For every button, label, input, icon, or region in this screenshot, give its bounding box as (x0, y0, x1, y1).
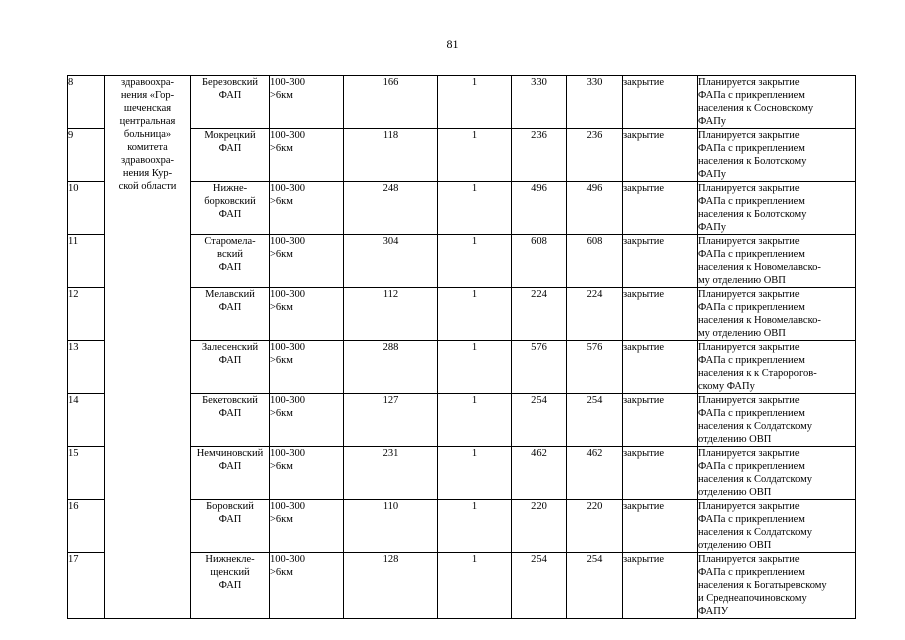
table-row (68, 76, 856, 129)
distance-cell-line: 100-300 (270, 289, 305, 300)
population-cell: 166 (344, 76, 438, 129)
row-number-cell: 9 (68, 129, 105, 182)
distance-cell (270, 288, 344, 341)
value-cell: 236 (567, 129, 623, 182)
note-cell-line: населения к Солдатскому (698, 474, 813, 485)
row-number-cell: 15 (68, 447, 105, 500)
fap-name-cell-line: Мелавский (205, 289, 255, 300)
note-cell (698, 553, 856, 619)
fap-name-cell-line: Бекетовский (202, 395, 258, 406)
note-cell-line: населения к к Старорогов- (698, 368, 817, 379)
value-cell: 254 (567, 394, 623, 447)
fap-name-cell (191, 182, 270, 235)
distance-cell (270, 553, 344, 619)
fap-name-cell-line: Нижнекле- (205, 554, 255, 565)
value-cell: 496 (567, 182, 623, 235)
note-cell-line: ФАПу (698, 169, 727, 180)
organization-cell-line: ской области (118, 181, 177, 192)
distance-cell-line: >6км (270, 196, 293, 207)
note-cell-line: ФАПа с прикреплением (698, 90, 805, 101)
distance-cell (270, 129, 344, 182)
action-cell: закрытие (623, 182, 698, 235)
fap-name-cell-line: борковский (204, 196, 256, 207)
population-cell: 288 (344, 341, 438, 394)
note-cell-line: Планируется закрытие (698, 501, 800, 512)
note-cell-line: Планируется закрытие (698, 342, 800, 353)
row-number-cell: 17 (68, 553, 105, 619)
population-cell: 304 (344, 235, 438, 288)
value-cell: 254 (512, 553, 567, 619)
fap-name-cell-line: вский (217, 249, 243, 260)
organization-cell-line: шеченская (123, 103, 172, 114)
note-cell-line: населения к Солдатскому (698, 527, 813, 538)
unit-count-cell: 1 (438, 235, 512, 288)
action-cell: закрытие (623, 500, 698, 553)
distance-cell (270, 394, 344, 447)
note-cell-line: му отделению ОВП (698, 275, 786, 286)
value-cell: 220 (512, 500, 567, 553)
organization-cell-line: здравоохра- (121, 77, 174, 88)
action-cell: закрытие (623, 76, 698, 129)
unit-count-cell: 1 (438, 182, 512, 235)
value-cell: 224 (567, 288, 623, 341)
fap-name-cell-line: ФАП (218, 302, 242, 313)
note-cell-line: населения к Болотскому (698, 209, 807, 220)
row-number-cell: 10 (68, 182, 105, 235)
note-cell (698, 288, 856, 341)
distance-cell-line: >6км (270, 90, 293, 101)
fap-name-cell-line: щенский (210, 567, 250, 578)
fap-name-cell-line: ФАП (218, 143, 242, 154)
fap-name-cell (191, 76, 270, 129)
fap-name-cell-line: ФАП (218, 209, 242, 220)
note-cell-line: и Среднеапочиновскому (698, 593, 807, 604)
organization-cell-line: здравоохра- (121, 155, 174, 166)
fap-name-cell (191, 129, 270, 182)
note-cell-line: ФАПу (698, 222, 727, 233)
note-cell-line: отделению ОВП (698, 540, 772, 551)
note-cell-line: Планируется закрытие (698, 554, 800, 565)
fap-name-cell (191, 447, 270, 500)
note-cell (698, 394, 856, 447)
fap-name-cell-line: Старомела- (204, 236, 256, 247)
distance-cell-line: 100-300 (270, 183, 305, 194)
fap-name-cell (191, 500, 270, 553)
organization-cell-line: комитета (127, 142, 168, 153)
value-cell: 496 (512, 182, 567, 235)
row-number-cell: 11 (68, 235, 105, 288)
note-cell (698, 500, 856, 553)
note-cell-line: отделению ОВП (698, 434, 772, 445)
fap-name-cell-line: ФАП (218, 262, 242, 273)
fap-name-cell-line: ФАП (218, 580, 242, 591)
distance-cell (270, 76, 344, 129)
population-cell: 128 (344, 553, 438, 619)
fap-name-cell-line: Березовский (202, 77, 258, 88)
note-cell (698, 76, 856, 129)
fap-name-cell-line: Боровский (206, 501, 254, 512)
unit-count-cell: 1 (438, 129, 512, 182)
unit-count-cell: 1 (438, 500, 512, 553)
note-cell (698, 235, 856, 288)
page-number: 81 (446, 37, 459, 51)
distance-cell (270, 182, 344, 235)
organization-cell-line: центральная (119, 116, 176, 127)
population-cell: 248 (344, 182, 438, 235)
value-cell: 330 (512, 76, 567, 129)
note-cell-line: ФАПа с прикреплением (698, 302, 805, 313)
note-cell-line: ФАПа с прикреплением (698, 567, 805, 578)
note-cell-line: населения к Новомелавско- (698, 262, 821, 273)
note-cell-line: ФАПа с прикреплением (698, 355, 805, 366)
unit-count-cell: 1 (438, 341, 512, 394)
action-cell: закрытие (623, 394, 698, 447)
fap-name-cell (191, 341, 270, 394)
note-cell-line: населения к Богатыревскому (698, 580, 827, 591)
distance-cell (270, 235, 344, 288)
fap-closure-table (67, 75, 856, 619)
note-cell-line: ФАПа с прикреплением (698, 514, 805, 525)
value-cell: 254 (567, 553, 623, 619)
note-cell-line: Планируется закрытие (698, 77, 800, 88)
value-cell: 330 (567, 76, 623, 129)
note-cell-line: му отделению ОВП (698, 328, 786, 339)
note-cell-line: ФАПа с прикреплением (698, 196, 805, 207)
action-cell: закрытие (623, 129, 698, 182)
value-cell: 576 (567, 341, 623, 394)
fap-name-cell (191, 288, 270, 341)
value-cell: 462 (512, 447, 567, 500)
note-cell-line: ФАПа с прикреплением (698, 143, 805, 154)
distance-cell (270, 341, 344, 394)
note-cell-line: населения к Новомелавско- (698, 315, 821, 326)
fap-name-cell-line: Немчиновский (196, 448, 264, 459)
distance-cell-line: >6км (270, 355, 293, 366)
distance-cell (270, 500, 344, 553)
organization-cell-line: нения Кур- (122, 168, 173, 179)
value-cell: 576 (512, 341, 567, 394)
value-cell: 462 (567, 447, 623, 500)
value-cell: 224 (512, 288, 567, 341)
note-cell-line: Планируется закрытие (698, 183, 800, 194)
organization-cell-line: больница» (123, 129, 172, 140)
note-cell-line: ФАПУ (698, 606, 729, 617)
distance-cell-line: >6км (270, 514, 293, 525)
note-cell-line: ФАПа с прикреплением (698, 461, 805, 472)
distance-cell-line: 100-300 (270, 501, 305, 512)
population-cell: 231 (344, 447, 438, 500)
unit-count-cell: 1 (438, 76, 512, 129)
distance-cell (270, 447, 344, 500)
action-cell: закрытие (623, 235, 698, 288)
note-cell-line: населения к Болотскому (698, 156, 807, 167)
note-cell (698, 341, 856, 394)
value-cell: 608 (512, 235, 567, 288)
fap-name-cell (191, 235, 270, 288)
row-number-cell: 13 (68, 341, 105, 394)
action-cell: закрытие (623, 447, 698, 500)
distance-cell-line: >6км (270, 249, 293, 260)
fap-name-cell-line: ФАП (218, 461, 242, 472)
fap-name-cell-line: Залесенский (201, 342, 259, 353)
note-cell (698, 129, 856, 182)
value-cell: 220 (567, 500, 623, 553)
note-cell-line: ФАПу (698, 116, 727, 127)
note-cell-line: Планируется закрытие (698, 130, 800, 141)
distance-cell-line: >6км (270, 302, 293, 313)
organization-cell (105, 76, 191, 619)
distance-cell-line: >6км (270, 567, 293, 578)
population-cell: 110 (344, 500, 438, 553)
row-number-cell: 16 (68, 500, 105, 553)
note-cell-line: Планируется закрытие (698, 448, 800, 459)
distance-cell-line: 100-300 (270, 342, 305, 353)
fap-name-cell (191, 553, 270, 619)
note-cell-line: ФАПа с прикреплением (698, 249, 805, 260)
row-number-cell: 14 (68, 394, 105, 447)
population-cell: 112 (344, 288, 438, 341)
distance-cell-line: 100-300 (270, 395, 305, 406)
note-cell-line: Планируется закрытие (698, 395, 800, 406)
unit-count-cell: 1 (438, 394, 512, 447)
value-cell: 236 (512, 129, 567, 182)
fap-name-cell-line: ФАП (218, 514, 242, 525)
value-cell: 608 (567, 235, 623, 288)
note-cell (698, 182, 856, 235)
note-cell-line: ФАПа с прикреплением (698, 408, 805, 419)
note-cell-line: населения к Сосновскому (698, 103, 814, 114)
note-cell-line: отделению ОВП (698, 487, 772, 498)
fap-name-cell-line: ФАП (218, 355, 242, 366)
distance-cell-line: 100-300 (270, 77, 305, 88)
distance-cell-line: >6км (270, 461, 293, 472)
note-cell-line: населения к Солдатскому (698, 421, 813, 432)
action-cell: закрытие (623, 553, 698, 619)
action-cell: закрытие (623, 341, 698, 394)
organization-cell-line: нения «Гор- (120, 90, 175, 101)
unit-count-cell: 1 (438, 288, 512, 341)
action-cell: закрытие (623, 288, 698, 341)
row-number-cell: 12 (68, 288, 105, 341)
fap-name-cell-line: ФАП (218, 408, 242, 419)
fap-name-cell-line: Мокрецкий (204, 130, 256, 141)
unit-count-cell: 1 (438, 553, 512, 619)
unit-count-cell: 1 (438, 447, 512, 500)
distance-cell-line: 100-300 (270, 448, 305, 459)
distance-cell-line: 100-300 (270, 554, 305, 565)
fap-name-cell (191, 394, 270, 447)
note-cell-line: скому ФАПу (698, 381, 755, 392)
note-cell-line: Планируется закрытие (698, 289, 800, 300)
distance-cell-line: 100-300 (270, 130, 305, 141)
note-cell (698, 447, 856, 500)
population-cell: 118 (344, 129, 438, 182)
fap-name-cell-line: ФАП (218, 90, 242, 101)
note-cell-line: Планируется закрытие (698, 236, 800, 247)
distance-cell-line: >6км (270, 143, 293, 154)
distance-cell-line: >6км (270, 408, 293, 419)
fap-name-cell-line: Нижне- (212, 183, 248, 194)
value-cell: 254 (512, 394, 567, 447)
population-cell: 127 (344, 394, 438, 447)
distance-cell-line: 100-300 (270, 236, 305, 247)
row-number-cell: 8 (68, 76, 105, 129)
